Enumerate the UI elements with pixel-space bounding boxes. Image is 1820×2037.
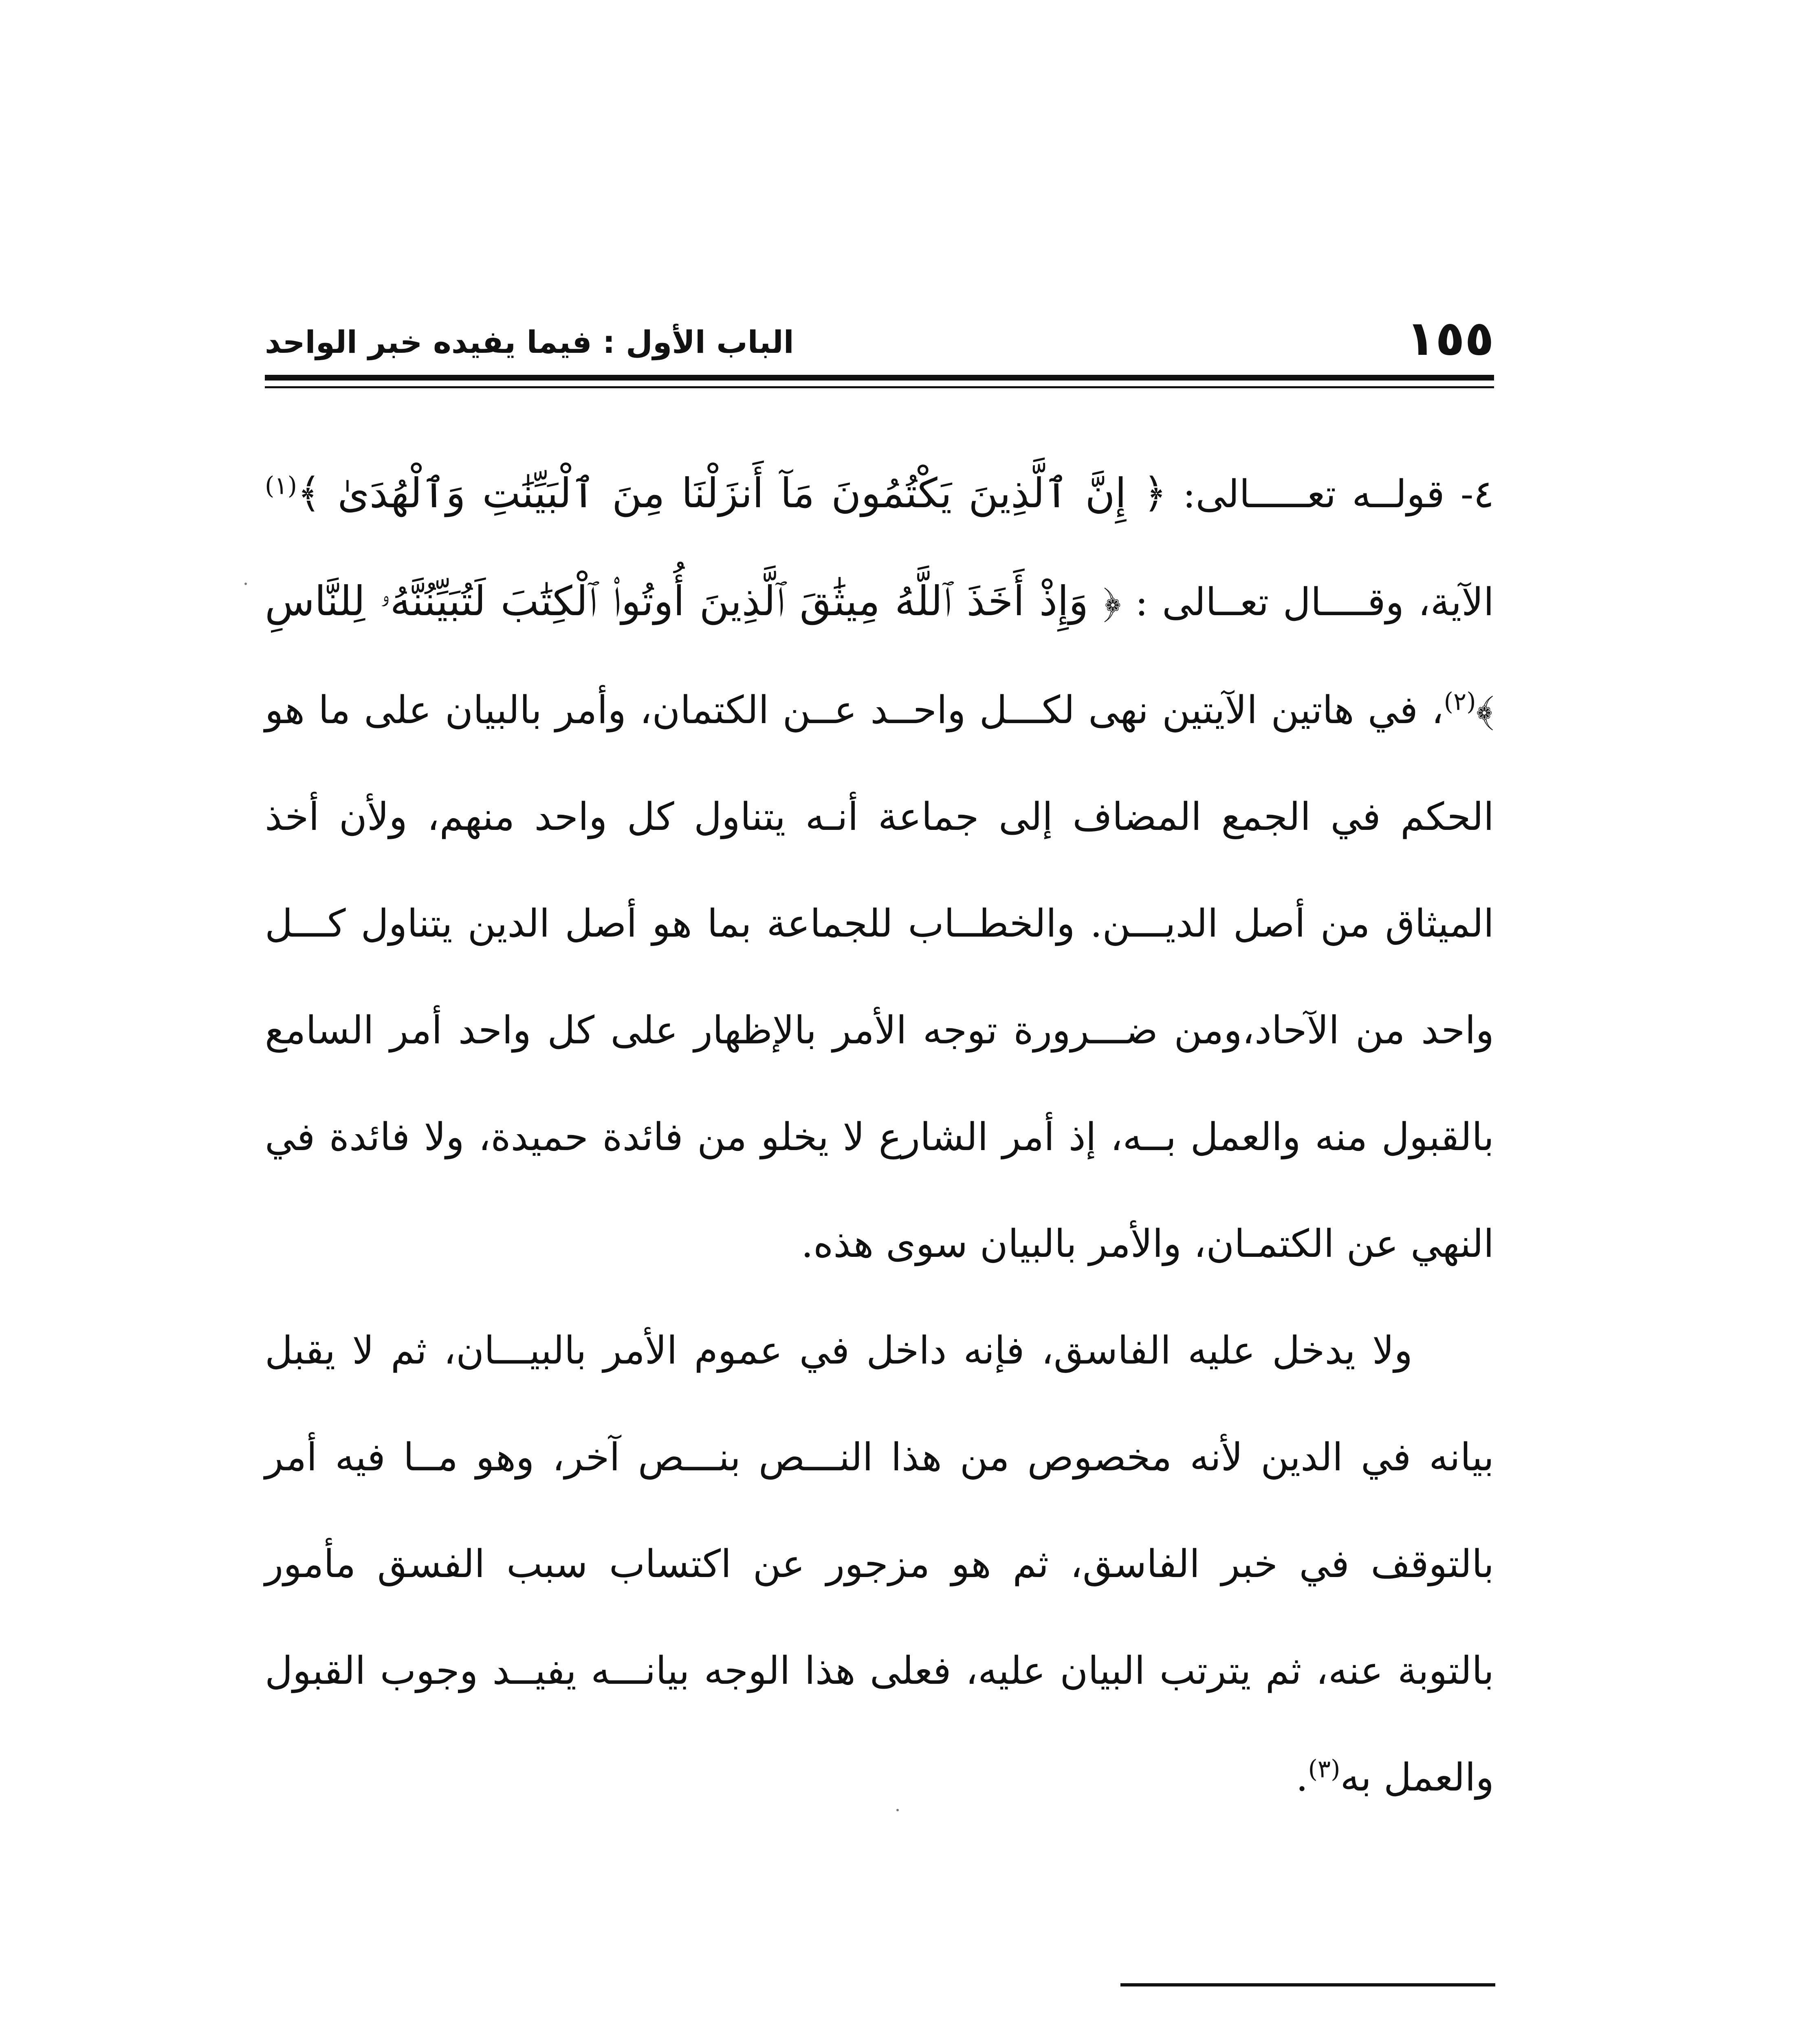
paragraph-1-mid: الآية، وقــــال تعــالى :: [1121, 580, 1494, 625]
header-rule-thick: [265, 375, 1494, 381]
paragraph-1-intro: ٤- قولــه تعـــــالى:: [1166, 472, 1494, 517]
footnote-1: [265, 2021, 1494, 2037]
paragraph-2: [265, 1298, 1494, 1831]
quran-verse-2: ﴿ وَإِذْ أَخَذَ ٱللَّهُ مِيثَٰقَ ٱلَّذِينَ أُوتُوا۟ ٱلْكِتَٰبَ لَتُبَيِّنُنَّهُۥ لِلنَّاسِ ﴾: [265, 577, 1494, 733]
footnote-marker: [1453, 2021, 1494, 2037]
paragraph-2-text: ولا يدخل عليه الفاسق، فإنه داخل في عموم الأمر بالبيـــان، ثم لا يقبل بيانه في الدين لأنه مخصوص من هذا النـــص بنـــص آخر، وهو مــا فيه أمر بالتوقف في خبر الفاسق، ثم هو مزجور عن اكتساب سبب الفسق مأمور بالتوبة عنه، ثم يترتب البيان عليه، فعلى هذا الوجه بيانـــه يفيــد وجوب القبول والعمل به: [265, 1329, 1494, 1800]
main-text: [265, 440, 1494, 1831]
footnote-ref-3: (٣): [1308, 1755, 1340, 1784]
footnote-separator: [1120, 1983, 1495, 1986]
footnote-ref-2: (٢): [1444, 687, 1476, 716]
scan-speck: [244, 583, 247, 585]
footnote-text: [1154, 2021, 1437, 2037]
header-rule-thin: [265, 386, 1494, 388]
scan-speck: [896, 1809, 899, 1811]
chapter-title: الباب الأول : فيما يفيده خبر الواحد: [265, 324, 794, 360]
paragraph-1-text: ، في هاتين الآيتين نهى لكـــل واحــد عــن الكتمان، وأمر بالبيان على ما هو الحكم في الجمع المضاف إلى جماعة أنـه يتناول كل واحد منهم، ولأن أخذ الميثاق من أصل الديـــن. والخطــاب للجماعة بما هو أصل الدين يتناول كـــل واحد من الآحاد،ومن ضـــرورة توجه الأمر بالإظهار على كل واحد أمر السامع بالقبول منه والعمل بــه، إذ أمر الشارع لا يخلو من فائدة حميدة، ولا فائدة في النهي عن الكتمـان، والأمر بالبيان سوى هذه.: [265, 688, 1494, 1266]
footnote-ref-1: (١): [265, 471, 297, 500]
page-number: ١٥٥: [1406, 310, 1494, 366]
quran-verse-1: ﴿ إِنَّ ٱلَّذِينَ يَكْتُمُونَ مَآ أَنزَلْنَا مِنَ ٱلْبَيِّنَٰتِ وَٱلْهُدَىٰ ﴾: [297, 469, 1167, 517]
running-header: [265, 304, 1494, 365]
paragraph-1: [265, 440, 1494, 1298]
footnotes: [265, 2021, 1494, 2037]
paragraph-2-end: .: [1296, 1755, 1308, 1800]
